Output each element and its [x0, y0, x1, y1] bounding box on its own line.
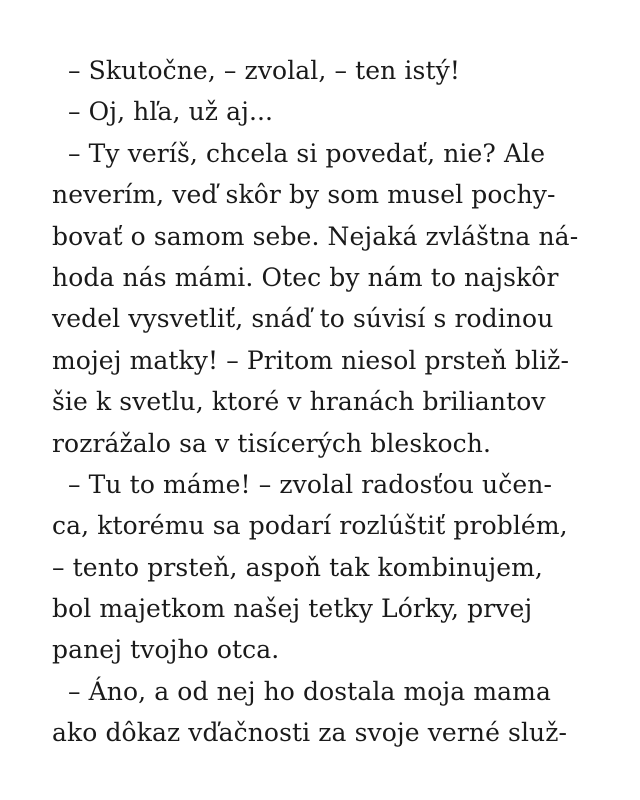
text-line: – Tu to máme! – zvolal radosťou učen-	[68, 469, 552, 499]
text-line: – Ty veríš, chcela si povedať, nie? Ale	[68, 138, 546, 168]
text-line: – Oj, hľa, už aj...	[68, 97, 274, 127]
text-line: neverím, veď skôr by som musel pochy-	[52, 180, 556, 210]
page-text	[52, 50, 592, 754]
text-line: ca, ktorému sa podarí rozlúštiť problém,	[52, 511, 568, 541]
text-line: – Áno, a od nej ho dostala moja mama	[68, 676, 551, 706]
text-line: šie k svetlu, ktoré v hranách briliantov	[52, 387, 546, 417]
text-line: – tento prsteň, aspoň tak kombinujem,	[52, 552, 543, 582]
text-line: panej tvojho otca.	[52, 635, 280, 665]
text-line: vedel vysvetliť, snáď to súvisí s rodinou	[52, 304, 554, 334]
text-line: – Skutočne, – zvolal, – ten istý!	[68, 56, 460, 85]
text-line: rozrážalo sa v tisícerých bleskoch.	[52, 428, 492, 458]
text-line: bol majetkom našej tetky Lórky, prvej	[52, 594, 533, 624]
text-line: mojej matky! – Pritom niesol prsteň bliž-	[52, 345, 569, 375]
text-line: bovať o samom sebe. Nejaká zvláštna ná-	[52, 221, 579, 251]
text-line: hoda nás mámi. Otec by nám to najskôr	[52, 262, 559, 292]
text-line: ako dôkaz vďačnosti za svoje verné služ-	[52, 718, 568, 748]
